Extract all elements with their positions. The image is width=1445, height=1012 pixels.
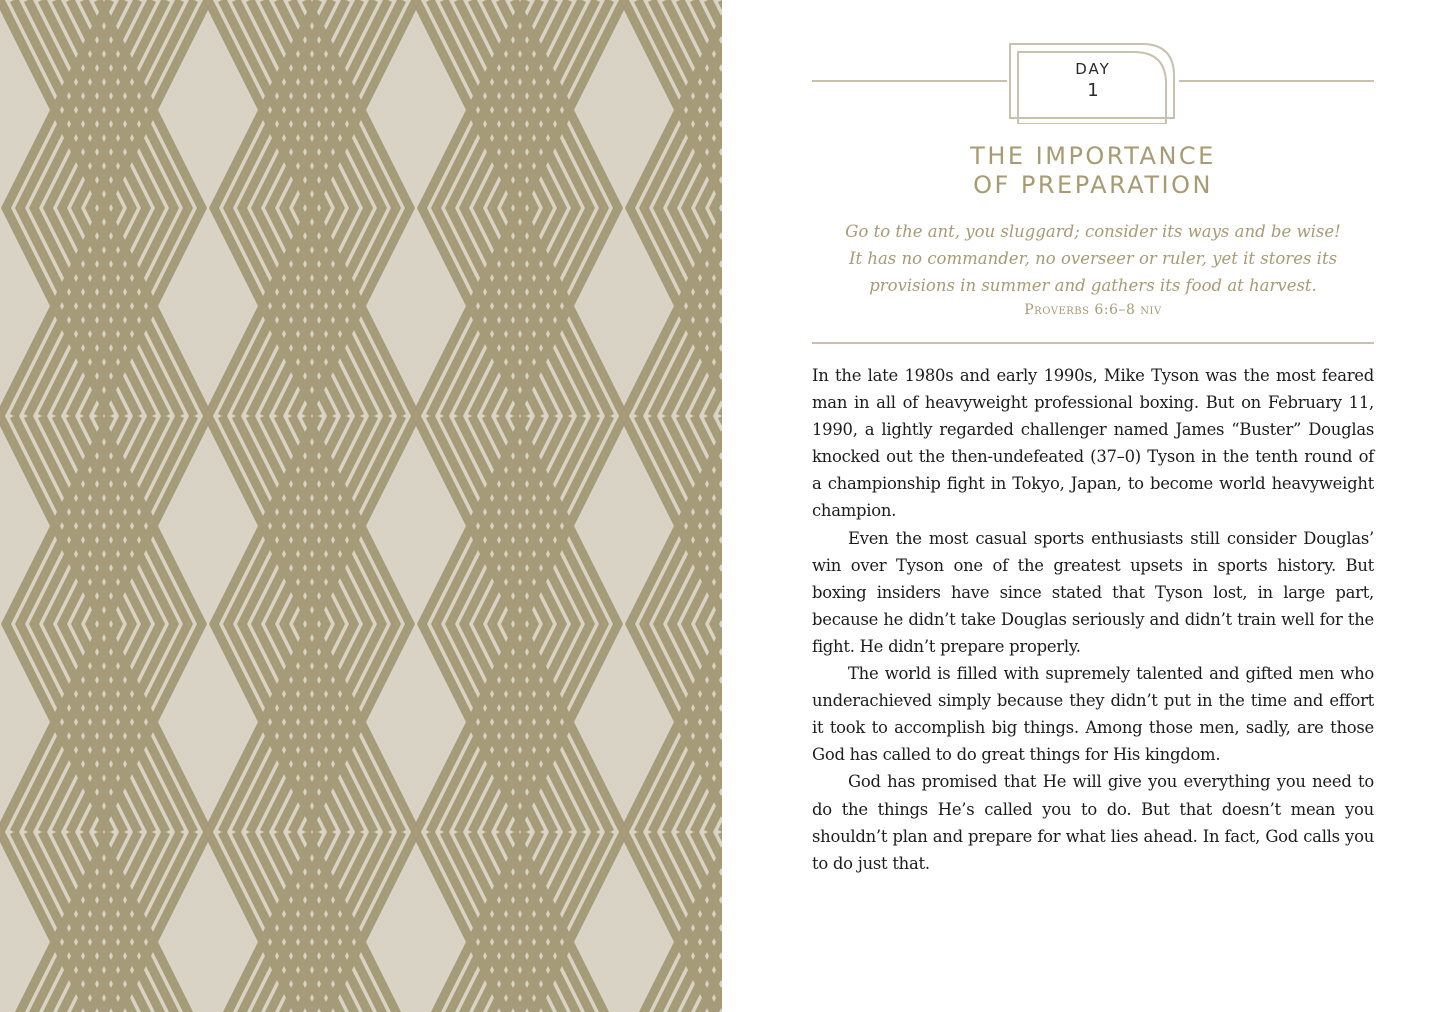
verse-line-2: It has no commander, no overseer or ruler, yet it stores its — [848, 249, 1338, 268]
devotional-body — [812, 362, 1374, 877]
body-paragraph: The world is filled with supremely talented and gifted men who underachieved simply because they didn’t put in the time and effort it took to accomplish big things. Among those men, sadly, are those God has called to do great things for His kingdom. — [812, 664, 1374, 765]
day-header — [812, 38, 1374, 124]
header-rule-right — [1179, 80, 1374, 82]
day-number: 1 — [1087, 80, 1099, 101]
scripture-verse — [812, 218, 1374, 299]
day-label: DAY — [1075, 60, 1111, 78]
text-page — [722, 0, 1445, 1012]
decorative-pattern-page — [0, 0, 722, 1012]
body-paragraph: In the late 1980s and early 1990s, Mike Tyson was the most feared man in all of heavyweight professional boxing. But on February 11, 1990, a lightly regarded challenger named James “Buster” Douglas knocked out the then-undefeated (37–0) Tyson in the tenth round of a championship fight in Tokyo, Japan, to become world heavyweight champion. — [812, 366, 1374, 521]
page-title — [812, 142, 1374, 200]
body-paragraph: Even the most casual sports enthusiasts still consider Douglas’ win over Tyson one of the greatest upsets in sports history. But boxing insiders have since stated that Tyson lost, in large part, because he didn’t take Douglas seriously and didn’t train well for the fight. He didn’t prepare properly. — [812, 528, 1374, 656]
verse-line-1: Go to the ant, you sluggard; consider its ways and be wise! — [845, 222, 1341, 241]
header-rule-left — [812, 80, 1007, 82]
body-paragraph: God has promised that He will give you everything you need to do the things He’s called you to do. But that doesn’t mean you shouldn’t plan and prepare for what lies ahead. In fact, God calls you to do just that. — [812, 772, 1374, 873]
section-divider — [812, 342, 1374, 344]
chevron-diamond-pattern — [0, 0, 722, 1012]
title-line-1: THE IMPORTANCE — [970, 142, 1216, 170]
title-line-2: OF PREPARATION — [973, 171, 1213, 199]
verse-reference: Proverbs 6:6–8 niv — [1024, 302, 1162, 318]
verse-line-3: provisions in summer and gathers its food at harvest. — [869, 276, 1317, 295]
